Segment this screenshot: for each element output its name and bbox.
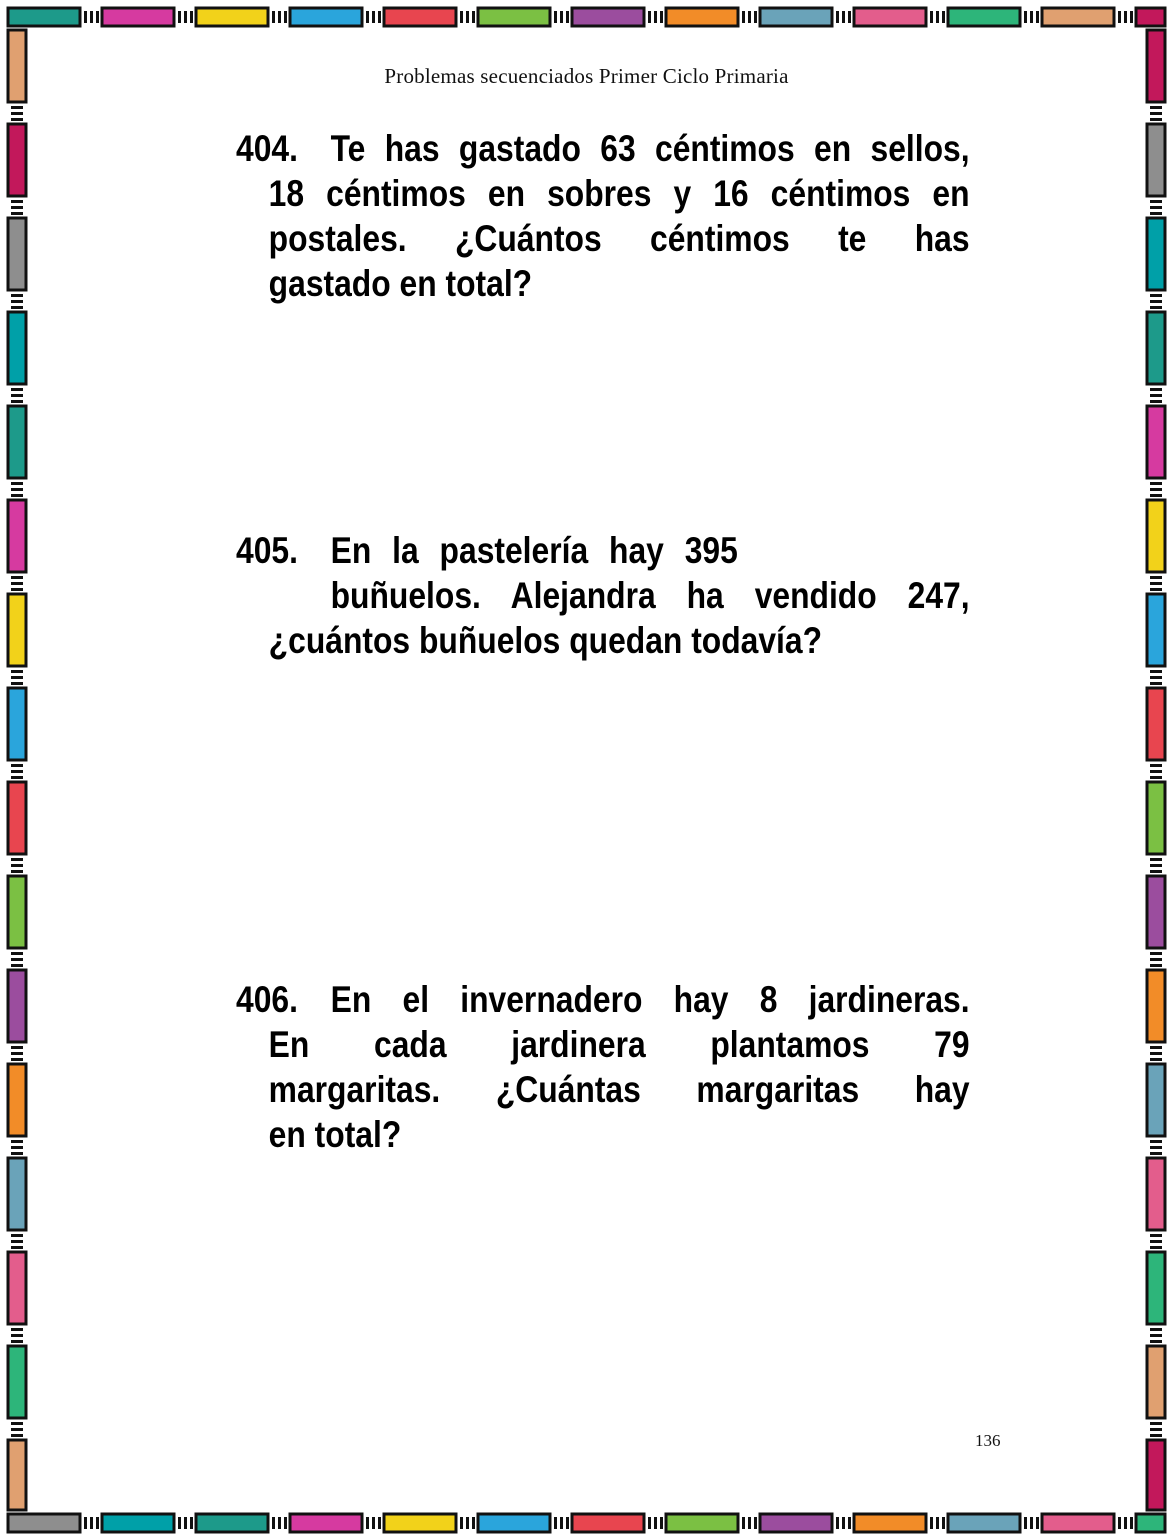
- border-right-segment: [1147, 312, 1165, 384]
- border-bottom-tick: [748, 1517, 751, 1529]
- border-left-tick: [11, 294, 23, 297]
- border-right-segment: [1147, 1252, 1165, 1324]
- border-right-tick: [1150, 582, 1162, 585]
- border-left-tick: [11, 870, 23, 873]
- border-top-tick: [848, 11, 851, 23]
- border-right-tick: [1150, 770, 1162, 773]
- border-top-tick: [466, 11, 469, 23]
- border-top-segment: [8, 8, 80, 26]
- border-left-tick: [11, 1334, 23, 1337]
- border-top-segment: [478, 8, 550, 26]
- problem-404: [236, 126, 970, 306]
- border-right-tick: [1150, 1058, 1162, 1061]
- border-bottom-tick: [90, 1517, 93, 1529]
- border-left-tick: [11, 206, 23, 209]
- border-right-tick: [1150, 1334, 1162, 1337]
- border-right-tick: [1150, 1422, 1162, 1425]
- border-right-tick: [1150, 1240, 1162, 1243]
- border-left-tick: [11, 858, 23, 861]
- border-right-tick: [1150, 682, 1162, 685]
- border-right-tick: [1150, 952, 1162, 955]
- border-top-tick: [366, 11, 369, 23]
- border-right-segment: [1147, 1440, 1165, 1510]
- border-right-tick: [1150, 764, 1162, 767]
- border-left-segment: [8, 688, 26, 760]
- border-bottom-tick: [648, 1517, 651, 1529]
- problem-text-line: gastado en total?: [268, 263, 533, 304]
- border-left-tick: [11, 1328, 23, 1331]
- border-bottom-tick: [378, 1517, 381, 1529]
- border-right-segment: [1147, 970, 1165, 1042]
- border-left-segment: [8, 876, 26, 948]
- border-bottom-tick: [566, 1517, 569, 1529]
- border-left-segment: [8, 1440, 26, 1510]
- border-left-tick: [11, 1240, 23, 1243]
- border-right-tick: [1150, 388, 1162, 391]
- border-bottom-segment: [1136, 1514, 1165, 1532]
- border-right-tick: [1150, 200, 1162, 203]
- border-right-tick: [1150, 864, 1162, 867]
- border-left-tick: [11, 388, 23, 391]
- border-top-tick: [178, 11, 181, 23]
- border-bottom-segment: [384, 1514, 456, 1532]
- border-bottom-tick: [366, 1517, 369, 1529]
- border-left-segment: [8, 1158, 26, 1230]
- border-top-tick: [1124, 11, 1127, 23]
- border-right-tick: [1150, 964, 1162, 967]
- border-bottom-tick: [742, 1517, 745, 1529]
- border-left-tick: [11, 400, 23, 403]
- border-right-segment: [1147, 876, 1165, 948]
- problem-text-line: En la pastelería hay 395: [330, 530, 738, 571]
- border-bottom-tick: [654, 1517, 657, 1529]
- border-top-tick: [560, 11, 563, 23]
- border-top-segment: [290, 8, 362, 26]
- border-bottom-tick: [96, 1517, 99, 1529]
- border-left-tick: [11, 1340, 23, 1343]
- border-right-tick: [1150, 858, 1162, 861]
- border-top-tick: [272, 11, 275, 23]
- border-right-segment: [1147, 594, 1165, 666]
- border-bottom-tick: [660, 1517, 663, 1529]
- border-bottom-tick: [372, 1517, 375, 1529]
- border-bottom-segment: [478, 1514, 550, 1532]
- border-top-tick: [930, 11, 933, 23]
- border-top-segment: [760, 8, 832, 26]
- border-left-tick: [11, 588, 23, 591]
- border-bottom-segment: [8, 1514, 80, 1532]
- problem-text-line: buñuelos. Alejandra ha vendido 247,: [330, 575, 970, 616]
- border-left-segment: [8, 1346, 26, 1418]
- border-left-tick: [11, 112, 23, 115]
- border-left-segment: [8, 124, 26, 196]
- border-top-tick: [84, 11, 87, 23]
- problem-text-line: Te has gastado 63 céntimos en sellos,: [330, 128, 970, 169]
- border-top-tick: [748, 11, 751, 23]
- border-top-tick: [278, 11, 281, 23]
- border-top-segment: [1042, 8, 1114, 26]
- border-right-tick: [1150, 1434, 1162, 1437]
- border-top-tick: [184, 11, 187, 23]
- border-right-tick: [1150, 1428, 1162, 1431]
- border-right-segment: [1147, 782, 1165, 854]
- border-right-tick: [1150, 294, 1162, 297]
- border-bottom-tick: [466, 1517, 469, 1529]
- border-top-tick: [742, 11, 745, 23]
- border-right-segment: [1147, 218, 1165, 290]
- border-bottom-tick: [1030, 1517, 1033, 1529]
- border-left-tick: [11, 306, 23, 309]
- border-top-tick: [1024, 11, 1027, 23]
- border-right-tick: [1150, 776, 1162, 779]
- problem-405-line-1: [236, 528, 970, 573]
- border-right-tick: [1150, 1234, 1162, 1237]
- border-top-tick: [472, 11, 475, 23]
- border-bottom-tick: [930, 1517, 933, 1529]
- border-bottom-segment: [854, 1514, 926, 1532]
- border-left-tick: [11, 118, 23, 121]
- border-top-tick: [836, 11, 839, 23]
- border-right-tick: [1150, 1152, 1162, 1155]
- border-top-segment: [854, 8, 926, 26]
- border-bottom-segment: [102, 1514, 174, 1532]
- border-left-tick: [11, 682, 23, 685]
- border-right-tick: [1150, 118, 1162, 121]
- border-left-tick: [11, 952, 23, 955]
- border-bottom-segment: [1042, 1514, 1114, 1532]
- border-right-tick: [1150, 676, 1162, 679]
- problem-text-line: margaritas. ¿Cuántas margaritas hay: [268, 1069, 970, 1110]
- problem-404-line-1: [236, 126, 970, 171]
- border-bottom-tick: [178, 1517, 181, 1529]
- border-right-tick: [1150, 588, 1162, 591]
- border-bottom-tick: [942, 1517, 945, 1529]
- border-left-tick: [11, 776, 23, 779]
- border-left-segment: [8, 218, 26, 290]
- problem-text-line: 18 céntimos en sobres y 16 céntimos en: [268, 173, 970, 214]
- border-bottom-tick: [284, 1517, 287, 1529]
- border-right-tick: [1150, 306, 1162, 309]
- border-top-tick: [660, 11, 663, 23]
- border-right-tick: [1150, 1052, 1162, 1055]
- border-left-tick: [11, 964, 23, 967]
- border-left-tick: [11, 1058, 23, 1061]
- border-top-segment: [572, 8, 644, 26]
- border-left-tick: [11, 106, 23, 109]
- border-right-tick: [1150, 400, 1162, 403]
- border-bottom-tick: [1118, 1517, 1121, 1529]
- border-top-tick: [566, 11, 569, 23]
- border-top-tick: [754, 11, 757, 23]
- border-right-segment: [1147, 688, 1165, 760]
- border-bottom-tick: [848, 1517, 851, 1529]
- border-right-tick: [1150, 394, 1162, 397]
- border-top-tick: [1036, 11, 1039, 23]
- border-right-tick: [1150, 494, 1162, 497]
- border-top-segment: [196, 8, 268, 26]
- border-bottom-tick: [84, 1517, 87, 1529]
- border-left-tick: [11, 494, 23, 497]
- border-right-tick: [1150, 1246, 1162, 1249]
- border-left-tick: [11, 394, 23, 397]
- problem-404-number: 404.: [236, 128, 298, 169]
- border-left-tick: [11, 1428, 23, 1431]
- border-right-tick: [1150, 488, 1162, 491]
- border-right-tick: [1150, 1046, 1162, 1049]
- problem-405: [236, 528, 970, 663]
- border-top-tick: [90, 11, 93, 23]
- border-bottom-tick: [472, 1517, 475, 1529]
- border-right-segment: [1147, 1158, 1165, 1230]
- border-bottom-tick: [560, 1517, 563, 1529]
- border-top-tick: [654, 11, 657, 23]
- border-right-segment: [1147, 500, 1165, 572]
- border-bottom-segment: [760, 1514, 832, 1532]
- border-left-tick: [11, 200, 23, 203]
- border-left-segment: [8, 970, 26, 1042]
- border-top-tick: [284, 11, 287, 23]
- border-top-segment: [102, 8, 174, 26]
- border-top-tick: [190, 11, 193, 23]
- border-bottom-tick: [1024, 1517, 1027, 1529]
- border-right-tick: [1150, 870, 1162, 873]
- border-left-tick: [11, 676, 23, 679]
- border-right-tick: [1150, 212, 1162, 215]
- border-right-tick: [1150, 576, 1162, 579]
- border-bottom-segment: [948, 1514, 1020, 1532]
- border-top-tick: [936, 11, 939, 23]
- border-left-tick: [11, 212, 23, 215]
- problem-text-line: ¿cuántos buñuelos quedan todavía?: [268, 620, 823, 661]
- border-left-tick: [11, 1422, 23, 1425]
- border-bottom-segment: [196, 1514, 268, 1532]
- problem-405-number: 405.: [236, 530, 298, 571]
- border-right-tick: [1150, 106, 1162, 109]
- border-left-segment: [8, 594, 26, 666]
- border-bottom-tick: [554, 1517, 557, 1529]
- border-top-tick: [648, 11, 651, 23]
- border-left-segment: [8, 312, 26, 384]
- border-right-tick: [1150, 482, 1162, 485]
- border-top-tick: [842, 11, 845, 23]
- border-bottom-tick: [754, 1517, 757, 1529]
- border-top-segment: [384, 8, 456, 26]
- border-top-tick: [554, 11, 557, 23]
- border-bottom-tick: [184, 1517, 187, 1529]
- border-left-segment: [8, 500, 26, 572]
- border-bottom-segment: [572, 1514, 644, 1532]
- border-left-tick: [11, 958, 23, 961]
- border-right-tick: [1150, 1140, 1162, 1143]
- border-left-tick: [11, 582, 23, 585]
- border-right-segment: [1147, 124, 1165, 196]
- border-left-segment: [8, 1064, 26, 1136]
- border-left-tick: [11, 488, 23, 491]
- border-bottom-segment: [290, 1514, 362, 1532]
- border-right-tick: [1150, 112, 1162, 115]
- border-bottom-tick: [190, 1517, 193, 1529]
- border-top-segment: [666, 8, 738, 26]
- border-top-tick: [942, 11, 945, 23]
- border-bottom-tick: [278, 1517, 281, 1529]
- border-bottom-tick: [272, 1517, 275, 1529]
- border-top-tick: [460, 11, 463, 23]
- border-bottom-tick: [842, 1517, 845, 1529]
- border-right-tick: [1150, 670, 1162, 673]
- problem-text-line: En el invernadero hay 8 jardineras.: [330, 979, 970, 1020]
- border-bottom-tick: [460, 1517, 463, 1529]
- problem-406: [236, 977, 970, 1157]
- border-left-tick: [11, 1052, 23, 1055]
- border-bottom-tick: [1124, 1517, 1127, 1529]
- problem-text-line: en total?: [268, 1114, 402, 1155]
- border-left-tick: [11, 576, 23, 579]
- border-top-tick: [378, 11, 381, 23]
- border-top-segment: [948, 8, 1020, 26]
- border-left-tick: [11, 1246, 23, 1249]
- border-top-tick: [1130, 11, 1133, 23]
- border-right-tick: [1150, 206, 1162, 209]
- problem-406-number: 406.: [236, 979, 298, 1020]
- problem-text-line: En cada jardinera plantamos 79: [268, 1024, 970, 1065]
- border-left-segment: [8, 1252, 26, 1324]
- border-left-tick: [11, 864, 23, 867]
- border-bottom-tick: [1036, 1517, 1039, 1529]
- border-top-tick: [1118, 11, 1121, 23]
- border-right-tick: [1150, 1328, 1162, 1331]
- border-top-tick: [96, 11, 99, 23]
- border-right-tick: [1150, 300, 1162, 303]
- page-header: Problemas secuenciados Primer Ciclo Primaria: [384, 64, 789, 88]
- border-left-tick: [11, 1146, 23, 1149]
- border-left-tick: [11, 770, 23, 773]
- border-right-segment: [1147, 406, 1165, 478]
- border-bottom-segment: [666, 1514, 738, 1532]
- border-top-tick: [1030, 11, 1033, 23]
- border-left-tick: [11, 1152, 23, 1155]
- page-number: 136: [975, 1431, 1001, 1450]
- problem-406-line-1: [236, 977, 970, 1022]
- border-top-tick: [372, 11, 375, 23]
- border-right-tick: [1150, 1146, 1162, 1149]
- border-left-tick: [11, 1046, 23, 1049]
- border-left-segment: [8, 782, 26, 854]
- border-left-segment: [8, 406, 26, 478]
- border-bottom-tick: [1130, 1517, 1133, 1529]
- border-left-tick: [11, 1234, 23, 1237]
- border-top-segment: [1136, 8, 1165, 26]
- border-right-segment: [1147, 1064, 1165, 1136]
- border-left-tick: [11, 1434, 23, 1437]
- border-left-tick: [11, 482, 23, 485]
- border-left-tick: [11, 1140, 23, 1143]
- border-bottom-tick: [936, 1517, 939, 1529]
- border-right-tick: [1150, 958, 1162, 961]
- border-left-tick: [11, 300, 23, 303]
- problem-text-line: postales. ¿Cuántos céntimos te has: [268, 218, 970, 259]
- border-right-segment: [1147, 1346, 1165, 1418]
- border-right-tick: [1150, 1340, 1162, 1343]
- border-left-tick: [11, 670, 23, 673]
- border-left-tick: [11, 764, 23, 767]
- border-bottom-tick: [836, 1517, 839, 1529]
